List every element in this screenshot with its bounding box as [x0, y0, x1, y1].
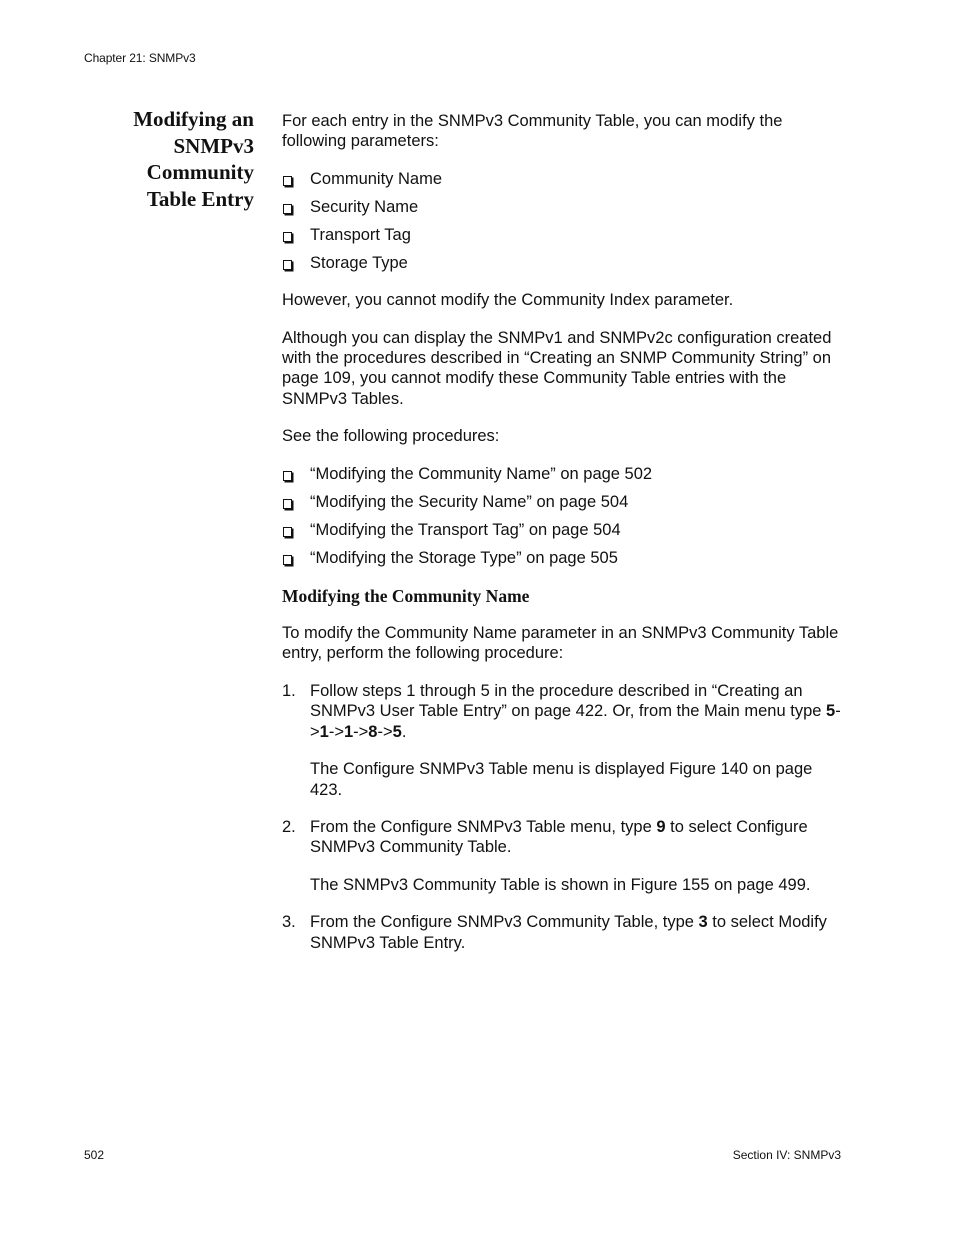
- cross-reference-link[interactable]: “Modifying the Transport Tag” on page 504: [310, 520, 621, 539]
- procedure-list: [282, 464, 847, 568]
- list-item: [282, 492, 847, 512]
- cross-reference-link[interactable]: “Modifying the Storage Type” on page 505: [310, 548, 618, 567]
- section-heading: [100, 106, 254, 212]
- list-item: Storage Type: [282, 253, 847, 273]
- checkbox-bullet-icon: [283, 555, 292, 565]
- step-number: 2.: [282, 817, 296, 836]
- step: [282, 817, 847, 895]
- list-item: Security Name: [282, 197, 847, 217]
- step-text: Follow steps 1 through 5 in the procedure described in “Creating an SNMPv3 User Table Entry” on page 422. Or, from the Main menu type 5->1->1->8->5.: [310, 681, 841, 741]
- checkbox-bullet-icon: [283, 499, 292, 509]
- step-note: The SNMPv3 Community Table is shown in Figure 155 on page 499.: [310, 875, 811, 894]
- see-following: See the following procedures:: [282, 427, 500, 446]
- list-item: Community Name: [282, 169, 847, 189]
- page-number: 502: [84, 1148, 105, 1162]
- cross-reference-link[interactable]: “Modifying the Security Name” on page 504: [310, 492, 629, 511]
- checkbox-bullet-icon: [283, 260, 292, 270]
- subsection-title: Modifying the Community Name: [282, 586, 530, 607]
- body-text: [282, 111, 847, 970]
- cannot-modify-note: However, you cannot modify the Community Index parameter.: [282, 291, 734, 310]
- checkbox-bullet-icon: [283, 527, 292, 537]
- checkbox-bullet-icon: [283, 232, 292, 242]
- checkbox-bullet-icon: [283, 204, 292, 214]
- display-note: Although you can display the SNMPv1 and SNMPv2c configuration created with the procedures described in “Creating an SNMP Community String” on page 109, you cannot modify these Community Table entries with the SNMPv3 Tables.: [282, 328, 832, 408]
- checkbox-bullet-icon: [283, 176, 292, 186]
- step: [282, 681, 847, 800]
- step-text: From the Configure SNMPv3 Table menu, type 9 to select Configure SNMPv3 Community Table.: [310, 817, 808, 857]
- list-item: [282, 464, 847, 484]
- step: [282, 912, 847, 953]
- running-footer: Section IV: SNMPv3: [732, 1148, 841, 1162]
- step-number: 3.: [282, 913, 296, 932]
- list-item: [282, 548, 847, 568]
- checkbox-bullet-icon: [283, 471, 292, 481]
- heading-line: SNMPv3: [173, 133, 254, 158]
- heading-line: Table Entry: [146, 186, 254, 211]
- list-item: [282, 520, 847, 540]
- step-note: The Configure SNMPv3 Table menu is displayed Figure 140 on page 423.: [310, 760, 813, 799]
- running-header: Chapter 21: SNMPv3: [84, 51, 196, 65]
- heading-line: Community: [146, 160, 254, 185]
- list-item: Transport Tag: [282, 225, 847, 245]
- procedure-steps: [282, 681, 847, 953]
- subsection-intro: To modify the Community Name parameter in an SNMPv3 Community Table entry, perform the following procedure:: [282, 624, 839, 663]
- step-number: 1.: [282, 681, 296, 700]
- step-text: From the Configure SNMPv3 Community Table, type 3 to select Modify SNMPv3 Table Entry.: [310, 913, 827, 952]
- cross-reference-link[interactable]: “Modifying the Community Name” on page 502: [310, 464, 653, 483]
- intro-paragraph: For each entry in the SNMPv3 Community Table, you can modify the following parameters:: [282, 112, 783, 151]
- parameter-list: [282, 169, 847, 273]
- heading-line: Modifying an: [133, 107, 254, 131]
